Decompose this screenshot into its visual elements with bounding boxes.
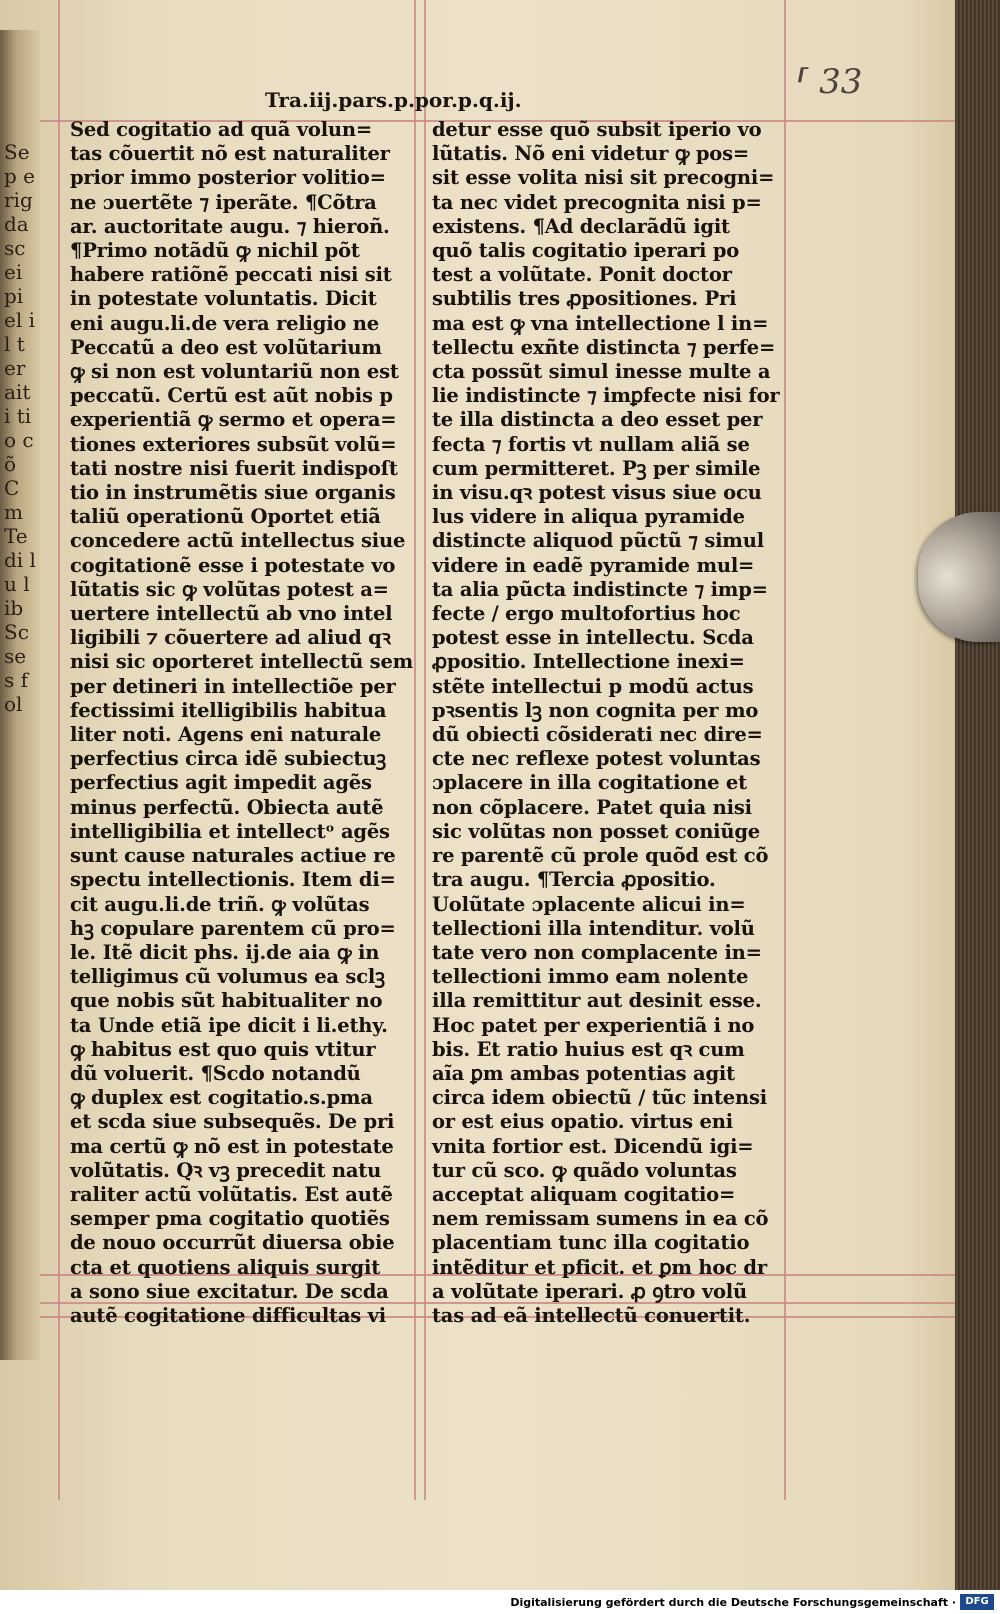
text-column-left [70, 118, 422, 1327]
text-line: ma certũ ꝙ nõ est in potestate [70, 1134, 394, 1158]
book-edge [955, 0, 1000, 1590]
text-line: autẽ cogitatione difficultas vi [70, 1303, 387, 1327]
text-line: lie indistincte ⁊ imꝑfecte nisi for [432, 384, 780, 408]
text-line: nem remissam sumens in ea cõ [432, 1207, 769, 1231]
text-line: subtilis tres ꝓpositiones. Pri [432, 287, 737, 311]
text-line: test a volũtate. Ponit doctor [432, 263, 732, 287]
text-line: tate vero non complacente in= [432, 940, 762, 964]
text-line: tur cũ sco. ꝙ quãdo voluntas [432, 1158, 737, 1182]
facing-page-text: Se p erig da sc ei pi el il ter ait i tio cõ C m Te di lu lib Sc ses f ol [4, 140, 36, 716]
text-line: or est eius opatio. virtus eni [432, 1110, 733, 1134]
text-line: a volũtate iperari. ꝓ ꝯtro volũ [432, 1279, 747, 1303]
text-line: de nouo occurrũt diuersa obie [70, 1231, 395, 1255]
text-line: ¶Primo notãdũ ꝙ nichil põt [70, 239, 360, 263]
text-line: dũ voluerit. ¶Scdo notandũ [70, 1061, 361, 1085]
text-line: tati nostre nisi fuerit indispoſt [70, 456, 398, 480]
text-line: cit augu.li.de triñ. ꝙ volũtas [70, 892, 370, 916]
text-line: tellectu exñte distincta ⁊ perfe= [432, 335, 776, 359]
text-line: acceptat aliquam cogitatio= [432, 1182, 736, 1206]
text-line: ar. auctoritate augu. ⁊ hieroñ. [70, 214, 390, 238]
text-line: nisi sic oporteret intellectũ sem [70, 650, 414, 674]
text-line: habere ratiõnẽ peccati nisi sit [70, 263, 392, 287]
text-line: minus perfectũ. Obiecta autẽ [70, 795, 384, 819]
folio-number: ⸢ 33 [795, 62, 863, 102]
text-line: ne ɔuertẽte ⁊ iperãte. ¶Cõtra [70, 190, 377, 214]
text-line: tiones exteriores subsũt volũ= [70, 432, 397, 456]
text-line: ꝓpositio. Intellectione inexi= [432, 650, 745, 674]
text-line: concedere actũ intellectus siue [70, 529, 406, 553]
text-line: ɔplacere in illa cogitatione et [432, 771, 747, 795]
text-line: et scda siue subsequẽs. De pri [70, 1110, 395, 1134]
text-line: detur esse quõ subsit iperio vo [432, 118, 762, 141]
text-line: cta possũt simul inesse multe a [432, 360, 771, 384]
text-line: perfectius agit impedit agẽs [70, 771, 372, 795]
text-line: intelligibilia et intellectᵒ agẽs [70, 819, 390, 843]
text-line: bis. Et ratio huius est qꝛ cum [432, 1037, 745, 1061]
text-line: volũtatis. Qꝛ vꝫ precedit natu [70, 1158, 382, 1182]
text-line: eni augu.li.de vera religio ne [70, 311, 379, 335]
text-line: aĩa ꝑm ambas potentias agit [432, 1061, 735, 1085]
text-line: lũtatis. Nõ eni videtur ꝙ pos= [432, 142, 750, 166]
text-line: que nobis sũt habitualiter no [70, 989, 383, 1013]
text-line: intẽditur et pficit. et ꝑm hoc dr [432, 1255, 767, 1279]
text-line: lus videre in aliqua pyramide [432, 505, 745, 529]
text-line: liter noti. Agens eni naturale [70, 723, 382, 747]
text-line: ꝙ si non est voluntariũ non est [70, 360, 399, 384]
text-line: potest esse in intellectu. Scda [432, 626, 754, 650]
text-line: sit esse volita nisi sit precogni= [432, 166, 775, 190]
text-line: tio in instrumẽtis siue organis [70, 481, 396, 505]
text-line: ꝙ habitus est quo quis vtitur [70, 1037, 376, 1061]
text-line: distincte aliquod pũctũ ⁊ simul [432, 529, 764, 553]
text-line: cte nec reflexe potest voluntas [432, 747, 761, 771]
text-line: pꝛsentis lꝫ non cognita per mo [432, 698, 759, 722]
text-line: existens. ¶Ad declarãdũ igit [432, 214, 730, 238]
text-line: placentiam tunc illa cogitatio [432, 1231, 750, 1255]
text-line: videre in eadẽ pyramide mul= [432, 553, 755, 577]
text-line: ta alia pũcta indistincte ⁊ imp= [432, 577, 768, 601]
text-line: tellectioni immo eam nolente [432, 965, 749, 989]
text-line: hꝫ copulare parentem cũ pro= [70, 916, 396, 940]
text-line: a sono siue excitatur. De scda [70, 1279, 389, 1303]
text-line: uertere intellectũ ab vno intel [70, 602, 393, 626]
text-column-right [432, 118, 784, 1327]
text-line: tas cõuertit nõ est naturaliter [70, 142, 390, 166]
text-line: tra augu. ¶Tercia ꝓpositio. [432, 868, 716, 892]
text-line: non cõplacere. Patet quia nisi [432, 795, 752, 819]
running-head: Tra.iij.pars.p.por.p.q.ij. [265, 88, 522, 112]
text-line: ꝙ duplex est cogitatio.s.pma [70, 1086, 373, 1110]
text-line: tellectioni illa intenditur. volũ [432, 916, 755, 940]
text-line: sunt cause naturales actiue re [70, 844, 396, 868]
text-line: ta nec videt precognita nisi p= [432, 190, 762, 214]
text-line: circa idem obiectũ / tũc intensi [432, 1086, 767, 1110]
text-line: illa remittitur aut desinit esse. [432, 989, 762, 1013]
text-line: Hoc patet per experientiã i no [432, 1013, 755, 1037]
text-line: re parentẽ cũ prole quõd est cõ [432, 844, 769, 868]
text-line: in potestate voluntatis. Dicit [70, 287, 377, 311]
text-line: taliũ operationũ Oportet etiã [70, 505, 381, 529]
facing-page-edge [0, 30, 40, 1360]
text-line: per detineri in intellectiõe per [70, 674, 396, 698]
text-line: cta et quotiens aliquis surgit [70, 1255, 381, 1279]
text-line: in visu.qꝛ potest visus siue ocu [432, 481, 762, 505]
text-line: le. Itẽ dicit phs. ij.de aia ꝙ in [70, 940, 380, 964]
text-line: ta Unde etiã ipe dicit i li.ethy. [70, 1013, 388, 1037]
text-line: lũtatis sic ꝙ volũtas potest a= [70, 577, 389, 601]
text-line: Sed cogitatio ad quã volun= [70, 118, 373, 141]
book-clasp [918, 512, 1000, 642]
text-line: dũ obiecti cõsiderati nec dire= [432, 723, 763, 747]
text-line: cogitationẽ esse i potestate vo [70, 553, 396, 577]
text-line: fecte / ergo multofortius hoc [432, 602, 741, 626]
text-line: tas ad eã intellectũ conuertit. [432, 1303, 751, 1327]
text-line: experientiã ꝙ sermo et opera= [70, 408, 397, 432]
text-line: quõ talis cogitatio iperari po [432, 239, 740, 263]
text-line: perfectius circa idẽ subiectuꝫ [70, 747, 387, 771]
text-line: fectissimi itelligibilis habitua [70, 698, 387, 722]
text-line: raliter actũ volũtatis. Est autẽ [70, 1182, 393, 1206]
text-line: ma est ꝙ vna intellectione l in= [432, 311, 769, 335]
digitization-credit: Digitalisierung gefördert durch die Deutsche Forschungsgemeinschaft · [510, 1596, 956, 1609]
text-line: cum permitteret. Pꝫ per simile [432, 456, 761, 480]
text-line: Peccatũ a deo est volũtarium [70, 335, 382, 359]
dfg-logo: DFG [960, 1594, 994, 1610]
text-line: spectu intellectionis. Item di= [70, 868, 396, 892]
text-line: stẽte intellectui p modũ actus [432, 674, 754, 698]
text-line: prior immo posterior volitio= [70, 166, 386, 190]
text-line: te illa distincta a deo esset per [432, 408, 763, 432]
text-line: Uolũtate ɔplacente alicui in= [432, 892, 746, 916]
text-line: fecta ⁊ fortis vt nullam aliã se [432, 432, 750, 456]
text-line: peccatũ. Certũ est aũt nobis p [70, 384, 393, 408]
text-line: telligimus cũ volumus ea sclꝫ [70, 965, 385, 989]
text-line: semper pma cogitatio quotiẽs [70, 1207, 390, 1231]
text-line: vnita fortior est. Dicendũ igi= [432, 1134, 754, 1158]
text-line: ligibili ⁊ cõuertere ad aliud qꝛ [70, 626, 391, 650]
text-line: sic volũtas non posset coniũge [432, 819, 761, 843]
